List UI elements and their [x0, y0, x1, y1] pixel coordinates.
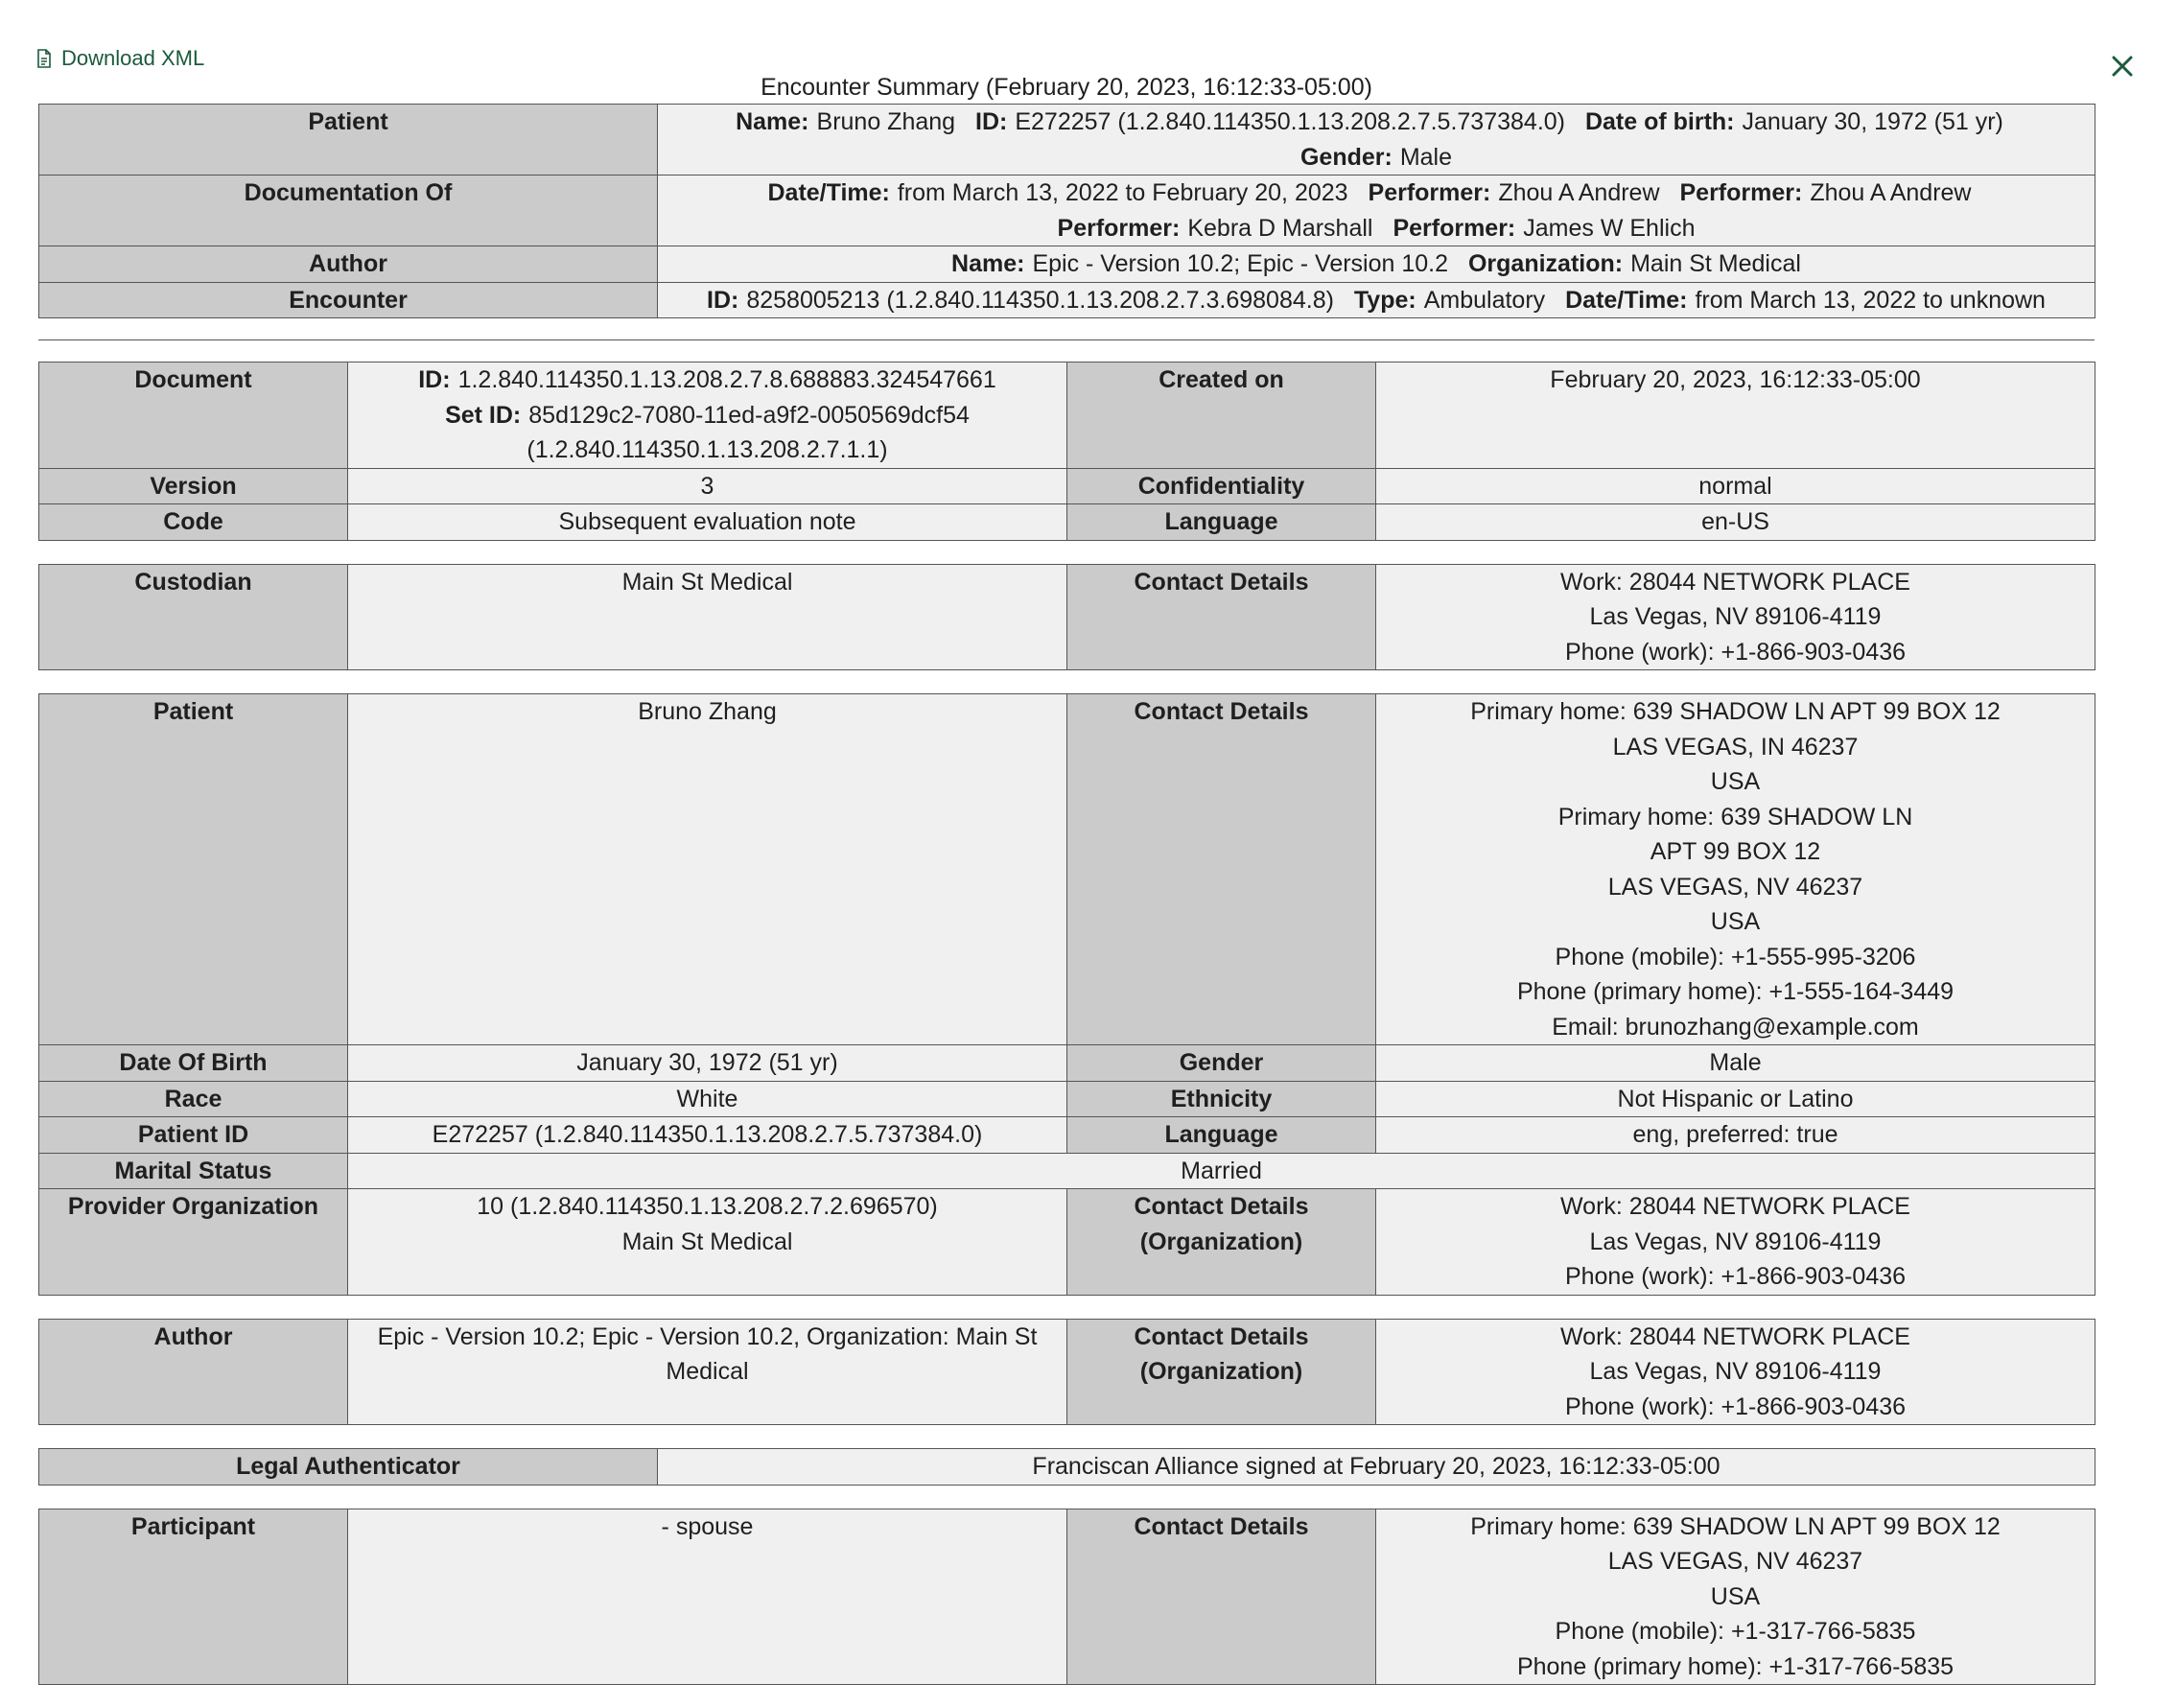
contact-line: Phone (work): +1-866-903-0436	[1564, 1263, 1907, 1290]
patient-label: Patient	[39, 694, 348, 1045]
summary-documentation-row	[39, 175, 2095, 246]
confidentiality-value: normal	[1376, 468, 2095, 504]
name-label: Name:	[951, 250, 1025, 277]
performer-name: Zhou A Andrew	[1810, 179, 1972, 206]
contact-label-line: (Organization)	[1139, 1228, 1303, 1255]
summary-author-value	[658, 246, 2095, 283]
legal-authenticator-value: Franciscan Alliance signed at February 20, 2023, 16:12:33-05:00	[658, 1449, 2095, 1486]
id-label: ID:	[975, 108, 1008, 135]
document-id-line	[362, 363, 1053, 398]
contact-line: USA	[1710, 1582, 1761, 1610]
contact-line: Phone (work): +1-866-903-0436	[1564, 1392, 1907, 1420]
patient-id-label: Patient ID	[39, 1117, 348, 1154]
set-id-label: Set ID:	[445, 401, 522, 429]
performer-name: Zhou A Andrew	[1498, 179, 1660, 206]
custodian-contact-details	[1376, 564, 2095, 670]
patient-name: Bruno Zhang	[816, 108, 956, 135]
document-table	[38, 362, 2095, 541]
provider-label: Provider Organization	[39, 1189, 348, 1296]
version-label: Version	[39, 468, 348, 504]
summary-patient-header: Patient	[39, 105, 658, 175]
author-contact-details	[1376, 1319, 2095, 1425]
contact-label-line: (Organization)	[1139, 1358, 1303, 1385]
contact-line: USA	[1710, 908, 1761, 935]
author-name: Epic - Version 10.2; Epic - Version 10.2	[1032, 250, 1449, 277]
legal-authenticator-label: Legal Authenticator	[39, 1449, 658, 1486]
participant-value: - spouse	[348, 1509, 1067, 1685]
document-icon	[36, 49, 52, 68]
author-label: Author	[39, 1319, 348, 1425]
summary-documentation-header: Documentation Of	[39, 175, 658, 246]
contact-line: Las Vegas, NV 89106-4119	[1589, 603, 1882, 630]
gender-label: Gender:	[1299, 143, 1393, 171]
participant-contact-details	[1376, 1509, 2095, 1685]
race-label: Race	[39, 1081, 348, 1117]
created-value: February 20, 2023, 16:12:33-05:00	[1376, 363, 2095, 469]
document-id: 1.2.840.114350.1.13.208.2.7.8.688883.324547661	[457, 366, 996, 393]
performer-label: Performer:	[1057, 214, 1181, 242]
confidentiality-label: Confidentiality	[1067, 468, 1376, 504]
provider-contact-label	[1067, 1189, 1376, 1296]
marital-value: Married	[348, 1153, 2095, 1189]
custodian-label: Custodian	[39, 564, 348, 670]
contact-line: Work: 28044 NETWORK PLACE	[1560, 568, 1910, 596]
summary-documentation-value	[658, 175, 2095, 246]
datetime-label: Date/Time:	[767, 179, 890, 206]
custodian-table	[38, 564, 2095, 671]
encounter-datetime: from March 13, 2022 to unknown	[1695, 286, 2046, 314]
name-label: Name:	[736, 108, 809, 135]
version-row	[39, 468, 2095, 504]
performer-name: Kebra D Marshall	[1187, 214, 1373, 242]
race-row	[39, 1081, 2095, 1117]
contact-label-line: Contact Details	[1134, 1193, 1309, 1220]
contact-line: Las Vegas, NV 89106-4119	[1589, 1358, 1882, 1385]
documentation-datetime: from March 13, 2022 to February 20, 2023	[897, 179, 1348, 206]
datetime-label: Date/Time:	[1565, 286, 1688, 314]
created-label: Created on	[1067, 363, 1376, 469]
document-content	[38, 104, 2095, 1708]
participant-contact-label: Contact Details	[1067, 1509, 1376, 1685]
dob-value: January 30, 1972 (51 yr)	[348, 1045, 1067, 1082]
author-value-line: Epic - Version 10.2; Epic - Version 10.2, Organization: Main St	[377, 1322, 1038, 1350]
participant-row	[39, 1509, 2095, 1685]
patient-language-value: eng, preferred: true	[1376, 1117, 2095, 1154]
patient-id-row	[39, 1117, 2095, 1154]
section-divider	[38, 339, 2095, 340]
custodian-row	[39, 564, 2095, 670]
patient-contact-details	[1376, 694, 2095, 1045]
document-set-id: 85d129c2-7080-11ed-a9f2-0050569dcf54	[528, 401, 970, 429]
id-label: ID:	[707, 286, 739, 314]
author-row	[39, 1319, 2095, 1425]
document-set-id-root: (1.2.840.114350.1.13.208.2.7.1.1)	[527, 436, 888, 463]
ethnicity-label: Ethnicity	[1067, 1081, 1376, 1117]
author-table	[38, 1319, 2095, 1426]
contact-line: Primary home: 639 SHADOW LN	[1557, 803, 1913, 831]
dob-label: Date Of Birth	[39, 1045, 348, 1082]
download-xml-label: Download XML	[61, 46, 205, 70]
legal-authenticator-row	[39, 1449, 2095, 1486]
id-label: ID:	[418, 366, 451, 393]
contact-line: Work: 28044 NETWORK PLACE	[1560, 1193, 1910, 1220]
summary-patient-row	[39, 105, 2095, 175]
code-row	[39, 504, 2095, 541]
provider-name: Main St Medical	[621, 1228, 793, 1255]
provider-row	[39, 1189, 2095, 1296]
performer-name: James W Ehlich	[1523, 214, 1696, 242]
contact-line: LAS VEGAS, NV 46237	[1607, 1548, 1863, 1575]
gender-value: Male	[1376, 1045, 2095, 1082]
contact-line: Work: 28044 NETWORK PLACE	[1560, 1322, 1910, 1350]
provider-contact-details	[1376, 1189, 2095, 1296]
contact-line: Email: brunozhang@example.com	[1552, 1013, 1919, 1041]
patient-id: E272257 (1.2.840.114350.1.13.208.2.7.5.737384.0)	[1015, 108, 1565, 135]
contact-line: Phone (work): +1-866-903-0436	[1564, 638, 1907, 666]
language-value: en-US	[1376, 504, 2095, 541]
patient-id-value: E272257 (1.2.840.114350.1.13.208.2.7.5.737384.0)	[348, 1117, 1067, 1154]
patient-name: Bruno Zhang	[348, 694, 1067, 1045]
summary-encounter-value	[658, 282, 2095, 318]
ethnicity-value: Not Hispanic or Latino	[1376, 1081, 2095, 1117]
code-value: Subsequent evaluation note	[348, 504, 1067, 541]
contact-line: Primary home: 639 SHADOW LN APT 99 BOX 12	[1470, 698, 2001, 725]
contact-line: Las Vegas, NV 89106-4119	[1589, 1228, 1882, 1255]
contact-line: USA	[1710, 768, 1761, 795]
dob-row	[39, 1045, 2095, 1082]
contact-line: LAS VEGAS, IN 46237	[1612, 733, 1859, 760]
custodian-contact-label: Contact Details	[1067, 564, 1376, 670]
patient-dob: January 30, 1972 (51 yr)	[1742, 108, 2003, 135]
summary-encounter-header: Encounter	[39, 282, 658, 318]
summary-encounter-row	[39, 282, 2095, 318]
author-contact-label	[1067, 1319, 1376, 1425]
author-value	[348, 1319, 1067, 1425]
contact-line: LAS VEGAS, NV 46237	[1607, 873, 1863, 901]
marital-label: Marital Status	[39, 1153, 348, 1189]
provider-id: 10 (1.2.840.114350.1.13.208.2.7.2.696570)	[477, 1193, 938, 1220]
download-xml-link[interactable]	[36, 46, 204, 71]
marital-row	[39, 1153, 2095, 1189]
page-title: Encounter Summary (February 20, 2023, 16:12:33-05:00)	[761, 74, 1372, 101]
dob-label: Date of birth:	[1584, 108, 1735, 135]
version-value: 3	[348, 468, 1067, 504]
document-set-id-line	[362, 398, 1053, 433]
performer-label: Performer:	[1368, 179, 1491, 206]
contact-line: Phone (mobile): +1-317-766-5835	[1555, 1618, 1916, 1645]
author-organization: Main St Medical	[1630, 250, 1801, 277]
race-value: White	[348, 1081, 1067, 1117]
contact-line: APT 99 BOX 12	[1650, 838, 1821, 865]
patient-table	[38, 693, 2095, 1296]
contact-line: Phone (primary home): +1-555-164-3449	[1516, 978, 1955, 1005]
summary-table	[38, 104, 2095, 318]
author-value-line: Medical	[666, 1358, 749, 1385]
patient-row	[39, 694, 2095, 1045]
code-label: Code	[39, 504, 348, 541]
contact-line: Phone (mobile): +1-555-995-3206	[1555, 943, 1916, 971]
gender-label: Gender	[1067, 1045, 1376, 1082]
document-ids	[348, 363, 1067, 469]
custodian-value: Main St Medical	[348, 564, 1067, 670]
contact-line: Phone (primary home): +1-317-766-5835	[1516, 1652, 1955, 1680]
contact-label-line: Contact Details	[1134, 1322, 1309, 1350]
language-label: Language	[1067, 504, 1376, 541]
patient-language-label: Language	[1067, 1117, 1376, 1154]
patient-gender: Male	[1399, 143, 1453, 171]
document-label: Document	[39, 363, 348, 469]
performer-label: Performer:	[1679, 179, 1803, 206]
document-row	[39, 363, 2095, 469]
encounter-id: 8258005213 (1.2.840.114350.1.13.208.2.7.3.698084.8)	[746, 286, 1334, 314]
patient-contact-label: Contact Details	[1067, 694, 1376, 1045]
type-label: Type:	[1353, 286, 1416, 314]
encounter-type: Ambulatory	[1423, 286, 1546, 314]
summary-author-row	[39, 246, 2095, 283]
participant-label: Participant	[39, 1509, 348, 1685]
summary-author-header: Author	[39, 246, 658, 283]
participant-table	[38, 1509, 2095, 1686]
provider-value	[348, 1189, 1067, 1296]
legal-authenticator-table	[38, 1448, 2095, 1486]
performer-label: Performer:	[1393, 214, 1516, 242]
summary-patient-value	[658, 105, 2095, 175]
organization-label: Organization:	[1467, 250, 1624, 277]
contact-line: Primary home: 639 SHADOW LN APT 99 BOX 12	[1470, 1512, 2001, 1540]
